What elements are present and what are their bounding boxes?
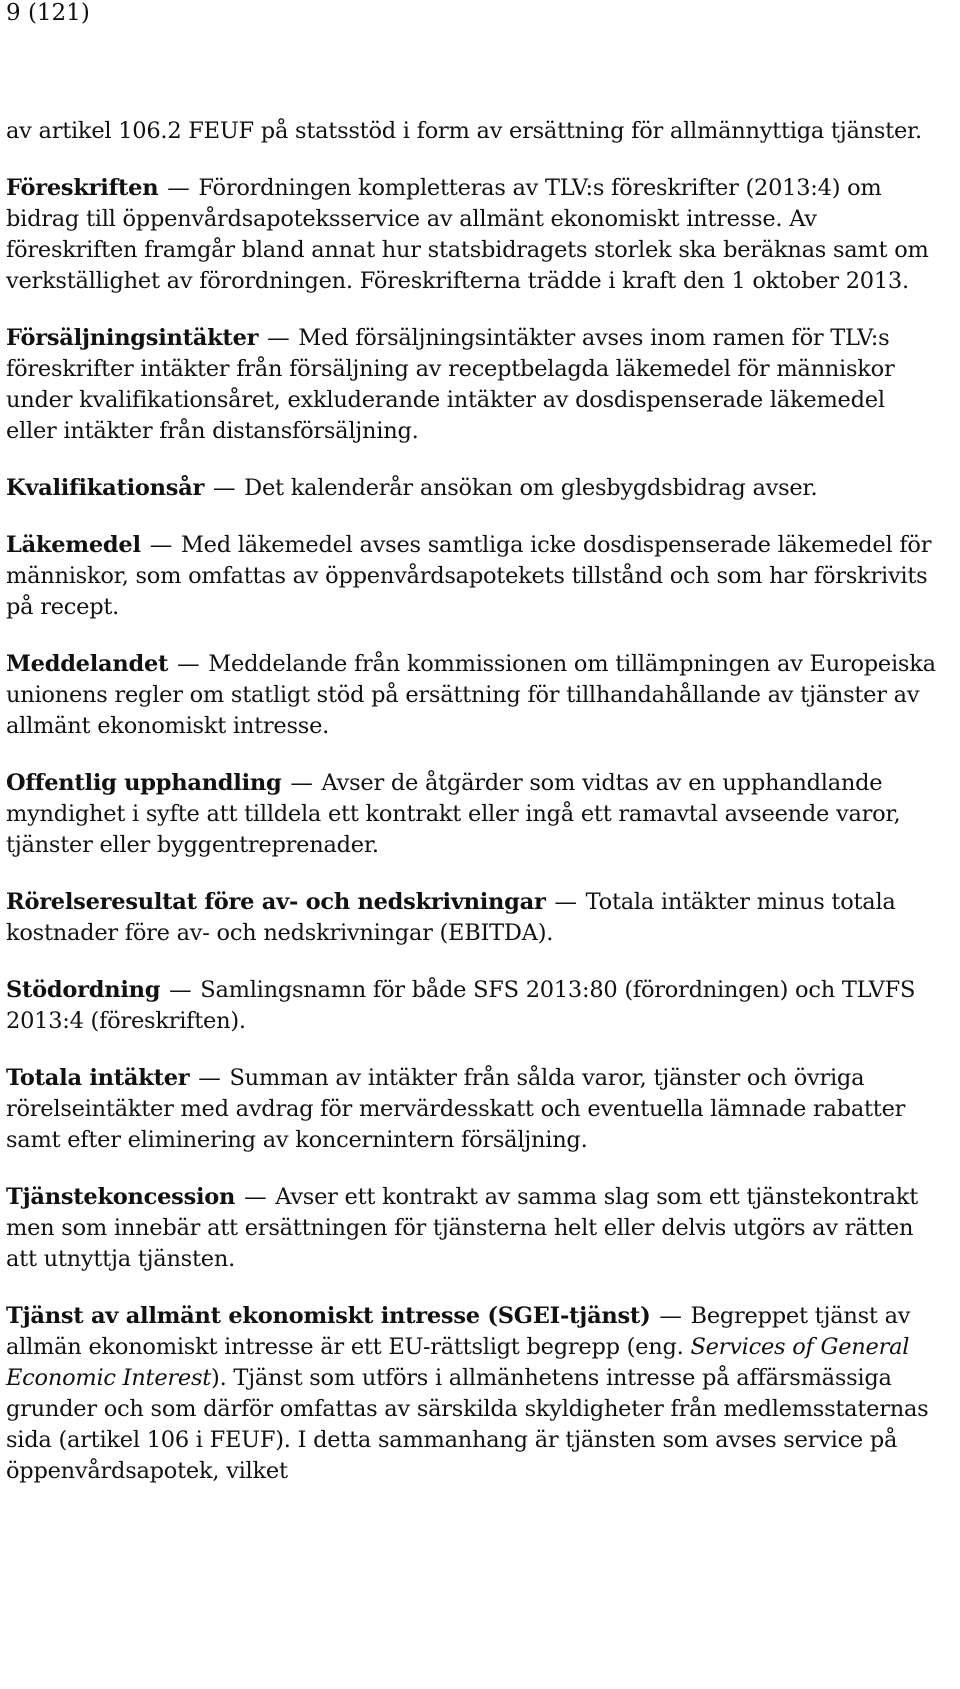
definition-item xyxy=(6,768,942,861)
definition-text: Det kalenderår ansökan om glesbygdsbidrag avser. xyxy=(244,475,818,501)
definition-item xyxy=(6,173,942,297)
definition-text: Avser ett kontrakt av samma slag som ett tjänstekontrakt men som innebär att ersättningen för tjänsterna helt eller delvis utgörs av rätten att utnyttja tjänsten. xyxy=(6,1184,919,1272)
definition-term: Stödordning xyxy=(6,977,161,1003)
definition-dash: — xyxy=(267,325,290,351)
definition-text: Avser de åtgärder som vidtas av en upphandlande myndighet i syfte att tilldela ett kontrakt eller ingå ett ramavtal avseende varor, tjänster eller byggentreprenader. xyxy=(6,770,901,858)
definition-dash: — xyxy=(213,475,236,501)
definition-italic-text: Services of General Economic Interest xyxy=(6,1334,910,1391)
definition-text: Meddelande från kommissionen om tillämpningen av Europeiska unionens regler om statligt stöd på ersättning för tillhandahållande av tjänster av allmänt ekonomiskt intresse. xyxy=(6,651,936,739)
definition-text: Med försäljningsintäkter avses inom ramen för TLV:s föreskrifter intäkter från försäljning av receptbelagda läkemedel för människor under kvalifikationsåret, exkluderande intäkter av dosdispenserade läkemedel eller intäkter från distansförsäljning. xyxy=(6,325,895,444)
definition-term: Rörelseresultat före av- och nedskrivningar xyxy=(6,889,546,915)
definition-dash: — xyxy=(149,532,172,558)
document-body xyxy=(6,116,942,1513)
definition-dash: — xyxy=(169,977,192,1003)
definition-term: Försäljningsintäkter xyxy=(6,325,259,351)
definition-term: Tjänstekoncession xyxy=(6,1184,236,1210)
definition-item xyxy=(6,1063,942,1156)
definition-item xyxy=(6,975,942,1037)
definition-dash: — xyxy=(290,770,313,796)
definition-text: Samlingsnamn för både SFS 2013:80 (förordningen) och TLVFS 2013:4 (föreskriften). xyxy=(6,977,916,1034)
definition-dash: — xyxy=(167,175,190,201)
definition-text: Förordningen kompletteras av TLV:s föreskrifter (2013:4) om bidrag till öppenvårdsapoteksservice av allmänt ekonomiskt intresse. Av föreskriften framgår bland annat hur statsbidragets storlek ska beräknas samt om verkställighet av förordningen. Föreskrifterna trädde i kraft den 1 oktober 2013. xyxy=(6,175,929,294)
definition-term: Föreskriften xyxy=(6,175,159,201)
definition-term: Totala intäkter xyxy=(6,1065,190,1091)
definition-dash: — xyxy=(554,889,577,915)
definition-sgei xyxy=(6,1301,942,1487)
definition-dash: — xyxy=(177,651,200,677)
definition-item xyxy=(6,649,942,742)
definition-text-part: Begreppet tjänst av allmän ekonomiskt intresse är ett EU-rättsligt begrepp (eng. xyxy=(6,1303,911,1360)
page-number: 9 (121) xyxy=(6,0,90,26)
definition-text-part: ). Tjänst som utförs i allmänhetens intresse på affärsmässiga grunder och som därför omfattas av särskilda skyldigheter från medlemsstaternas sida (artikel 106 i FEUF). I detta sammanhang är tjänsten som avses service på öppenvårdsapotek, vilket xyxy=(6,1365,929,1484)
definition-item xyxy=(6,887,942,949)
definition-term: Läkemedel xyxy=(6,532,141,558)
definition-term: Kvalifikationsår xyxy=(6,475,205,501)
definitions-list xyxy=(6,173,942,1275)
definition-term: Meddelandet xyxy=(6,651,169,677)
intro-paragraph xyxy=(6,116,942,147)
definition-item xyxy=(6,1182,942,1275)
intro-text: av artikel 106.2 FEUF på statsstöd i form av ersättning för allmännyttiga tjänster. xyxy=(6,118,922,144)
definition-text: Totala intäkter minus totala kostnader före av- och nedskrivningar (EBITDA). xyxy=(6,889,896,946)
definition-term: Tjänst av allmänt ekonomiskt intresse (SGEI-tjänst) xyxy=(6,1303,651,1329)
definition-item xyxy=(6,473,942,504)
definition-dash: — xyxy=(244,1184,267,1210)
definition-dash: — xyxy=(198,1065,221,1091)
definition-item xyxy=(6,323,942,447)
definition-term: Offentlig upphandling xyxy=(6,770,282,796)
definition-dash: — xyxy=(659,1303,682,1329)
definition-item xyxy=(6,530,942,623)
definition-text: Med läkemedel avses samtliga icke dosdispenserade läkemedel för människor, som omfattas av öppenvårdsapotekets tillstånd och som har förskrivits på recept. xyxy=(6,532,932,620)
definition-text: Summan av intäkter från sålda varor, tjänster och övriga rörelseintäkter med avdrag för mervärdesskatt och eventuella lämnade rabatter samt efter eliminering av koncernintern försäljning. xyxy=(6,1065,906,1153)
